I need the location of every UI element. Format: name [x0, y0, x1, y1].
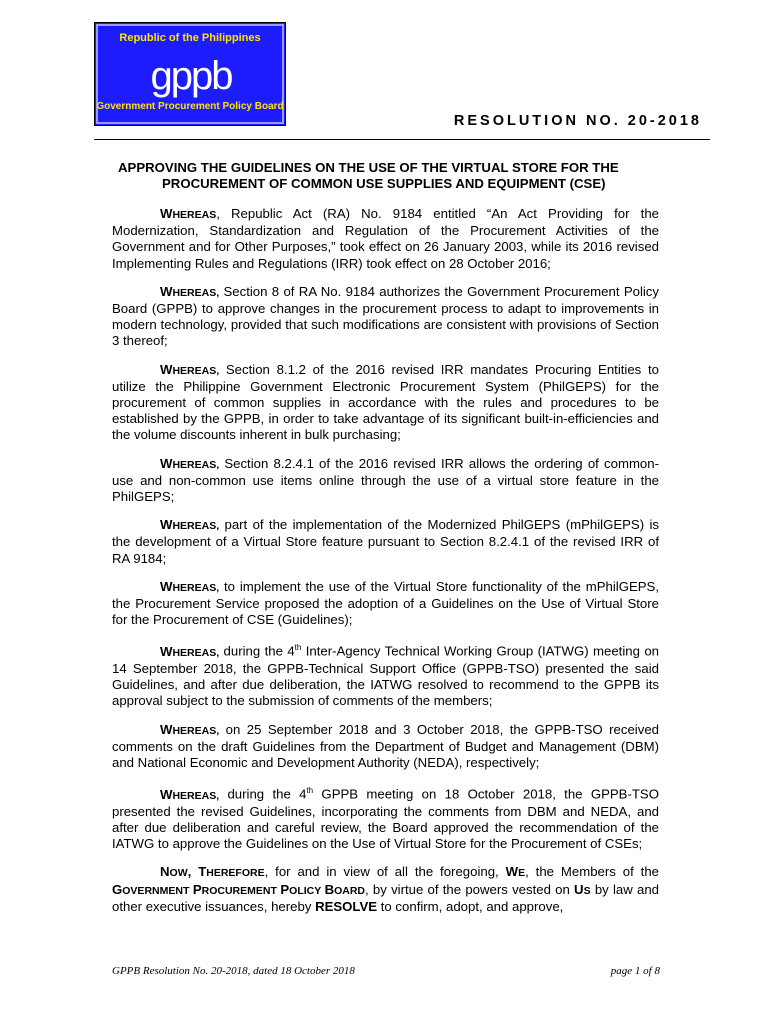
document-body: [112, 160, 659, 927]
gppb-wordmark-icon: [145, 53, 237, 107]
whereas-paragraph: WHEREAS, during the 4th Inter-Agency Technical Working Group (IATWG) meeting on 14 September 2018, the GPPB-Technical Support Office (GPPB-TSO) presented the said Guidelines, and after due deliberation, the IATWG resolved to recommend to the GPPB its approval subject to the submission of comments of the members;: [112, 643, 659, 709]
header-rule: [94, 139, 710, 140]
whereas-paragraph: WHEREAS, Section 8.2.4.1 of the 2016 revised IRR allows the ordering of common-use and non-common use items online through the use of a virtual store feature in the PhilGEPS;: [112, 455, 659, 505]
whereas-paragraph: WHEREAS, on 25 September 2018 and 3 October 2018, the GPPB-TSO received comments on the draft Guidelines from the Department of Budget and Management (DBM) and National Economic and Development Authority (NEDA), respectively;: [112, 721, 659, 771]
footer-reference: GPPB Resolution No. 20-2018, dated 18 October 2018: [112, 965, 355, 977]
logo-top-text: Republic of the Philippines: [119, 32, 261, 44]
paragraph-list: [112, 206, 659, 852]
svg-text:gppb: gppb: [150, 54, 232, 98]
whereas-paragraph: WHEREAS, Republic Act (RA) No. 9184 entitled “An Act Providing for the Modernization, Standardization and Regulation of the Procurement Activities of the Government and for Other Purposes,” took effect on 26 January 2003, while its 2016 revised Implementing Rules and Regulations (IRR) took effect on 28 October 2016;: [112, 206, 659, 271]
whereas-paragraph: WHEREAS, to implement the use of the Virtual Store functionality of the mPhilGEPS, the Procurement Service proposed the adoption of a Guidelines on the Use of Virtual Store for the Procurement of CSE (Guidelines);: [112, 578, 659, 628]
whereas-paragraph: WHEREAS, Section 8 of RA No. 9184 authorizes the Government Procurement Policy Board (GPPB) to approve changes in the procurement process to adapt to improvements in modern technology, provided that such modifications are consistent with provisions of Section 3 thereof;: [112, 283, 659, 349]
logo-bottom-text: Government Procurement Policy Board: [96, 101, 284, 112]
whereas-paragraph: WHEREAS, during the 4th GPPB meeting on 18 October 2018, the GPPB-TSO presented the revised Guidelines, incorporating the comments from DBM and NEDA, and after due deliberation and careful review, the Board approved the recommendation of the IATWG to approve the Guidelines on the Use of Virtual Store for the Procurement of CSEs;: [112, 786, 659, 852]
whereas-paragraph: WHEREAS, part of the implementation of the Modernized PhilGEPS (mPhilGEPS) is the development of a Virtual Store feature pursuant to Section 8.2.4.1 of the revised IRR of RA 9184;: [112, 517, 659, 566]
gppb-logo: [94, 22, 286, 126]
whereas-paragraph: WHEREAS, Section 8.1.2 of the 2016 revised IRR mandates Procuring Entities to utilize the Philippine Government Electronic Procurement System (PhilGEPS) for the procurement of common supplies in accordance with the rules and procedures to be established by the GPPB, in order to take advantage of its significant built-in-efficiencies and the volume discounts inherent in bulk purchasing;: [112, 361, 659, 443]
document-heading: APPROVING THE GUIDELINES ON THE USE OF THE VIRTUAL STORE FOR THE PROCUREMENT OF COMMON USE SUPPLIES AND EQUIPMENT (CSE): [118, 160, 619, 191]
footer-page-number: page 1 of 8: [610, 965, 660, 977]
resolution-title: RESOLUTION NO. 20-2018: [453, 113, 702, 129]
resolving-paragraph: NOW, THEREFORE, for and in view of all the foregoing, WE, the Members of the GOVERNMENT PROCUREMENT POLICY BOARD, by virtue of the powers vested on US by law and other executive issuances, hereby RESOLVE to confirm, adopt, and approve,: [112, 864, 659, 914]
